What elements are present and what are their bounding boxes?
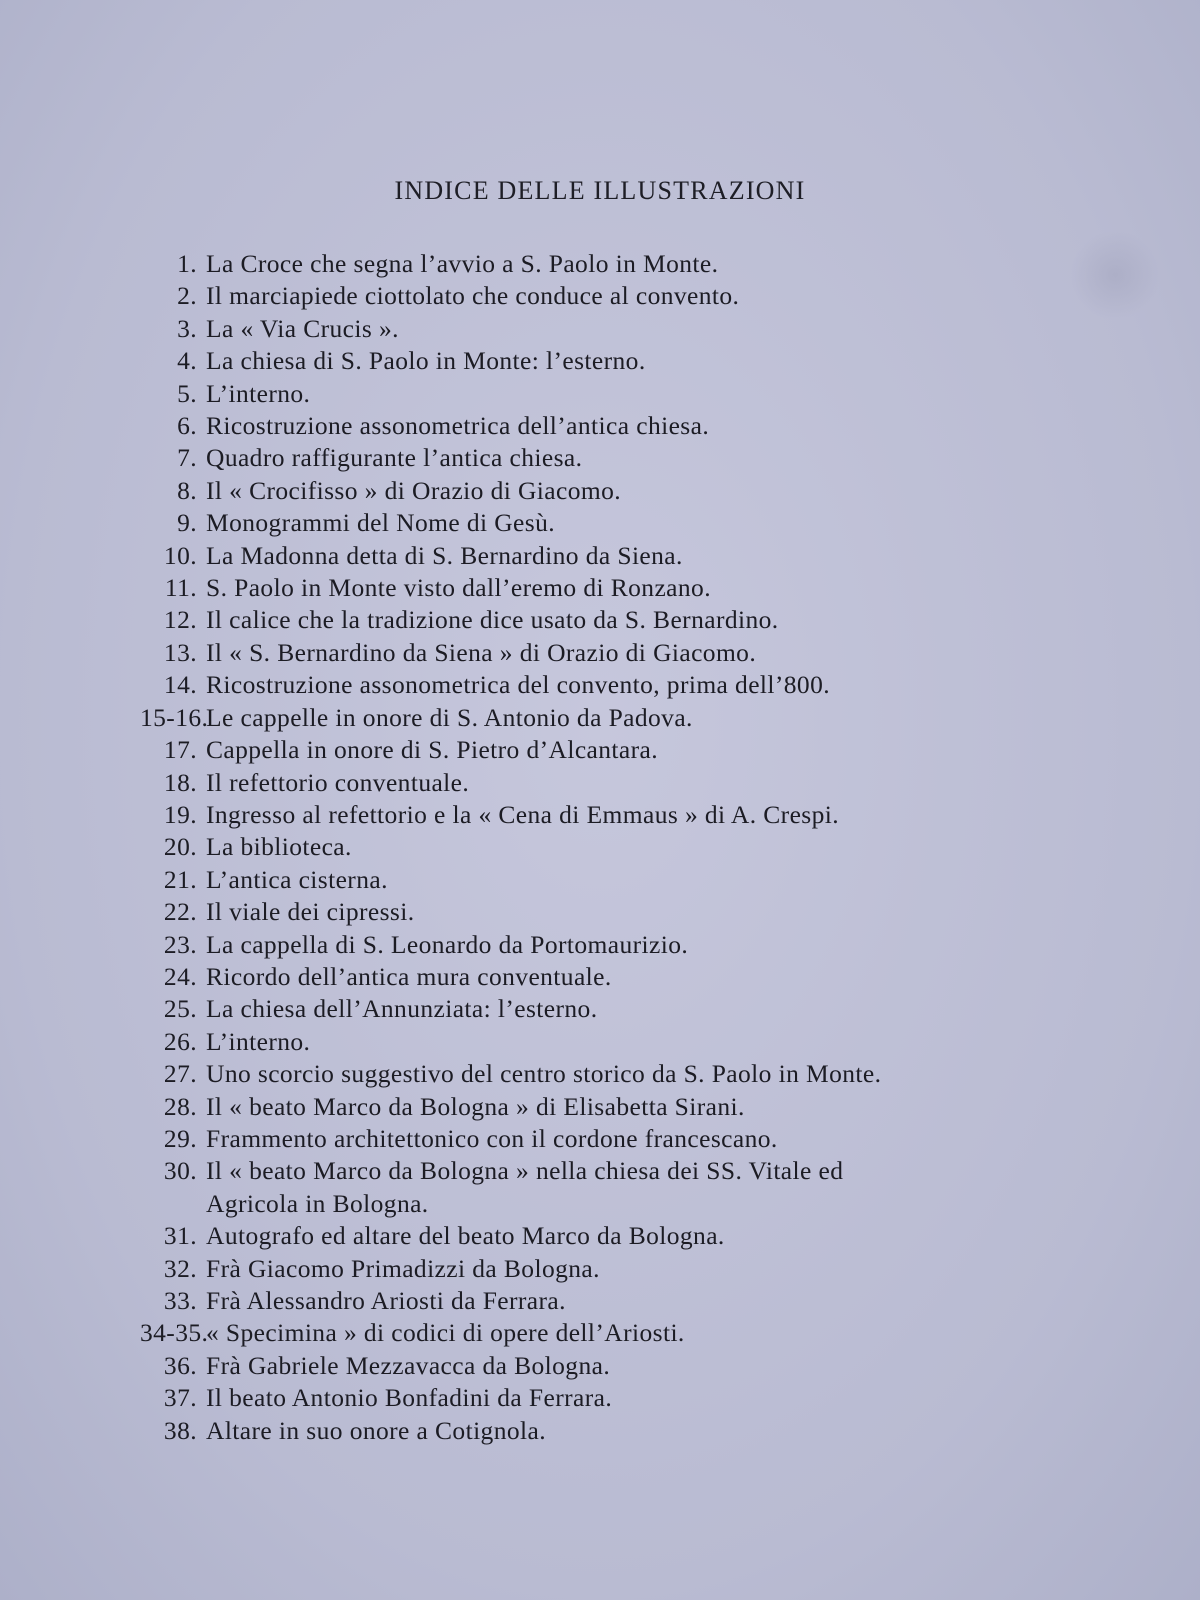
entry-caption [206,1253,1080,1285]
entry-caption [206,799,1080,831]
entry-caption [206,1058,1080,1090]
entry-caption-line: Ricostruzione assonometrica dell’antica chiesa. [206,411,710,441]
entry-number: 11. [164,573,197,603]
page-shadow [1070,230,1160,320]
index-entry [140,637,1080,669]
entry-caption-line: L’interno. [206,1026,311,1056]
entry-caption-line: Monogrammi del Nome di Gesù. [206,508,556,538]
entry-number: 30. [163,1156,197,1186]
entry-caption-line: Ricordo dell’antica mura conventuale. [206,961,612,991]
entry-caption [206,767,1080,799]
entry-caption [206,1026,1080,1058]
entry-caption-line: Frammento architettonico con il cordone francescano. [206,1123,778,1153]
entry-caption-line: La Croce che segna l’avvio a S. Paolo in Monte. [206,249,719,278]
index-entry [140,475,1080,507]
entry-caption-line: « Specimina » di codici di opere dell’Ariosti. [206,1318,685,1348]
entry-number: 17. [163,735,197,765]
index-entry [140,993,1080,1025]
entry-caption-line: Il « Crocifisso » di Orazio di Giacomo. [206,475,622,505]
entry-caption [206,410,1080,442]
entry-caption-line: Il calice che la tradizione dice usato da S. Bernardino. [206,605,779,635]
index-entry [140,1026,1080,1058]
entry-caption [206,540,1080,572]
entry-caption-line: Autografo ed altare del beato Marco da Bologna. [206,1221,725,1251]
entry-number: 13. [163,637,197,667]
index-entry [140,961,1080,993]
entry-caption [206,864,1080,896]
entry-caption [206,313,1080,345]
illustration-index-list [140,248,1080,1447]
entry-caption [206,572,1080,604]
index-entry [140,378,1080,410]
entry-caption-line: Il beato Antonio Bonfadini da Ferrara. [206,1383,613,1413]
entry-caption-line: Il « beato Marco da Bologna » di Elisabetta Sirani. [206,1091,745,1121]
entry-caption [206,929,1080,961]
index-entry [140,799,1080,831]
page-title: INDICE DELLE ILLUSTRAZIONI [394,176,806,205]
index-entry [140,1382,1080,1414]
index-entry [140,313,1080,345]
entry-number: 37. [163,1383,197,1413]
entry-caption [206,378,1080,410]
index-entry [140,572,1080,604]
index-entry [140,540,1080,572]
entry-caption [206,1382,1080,1414]
entry-caption [206,993,1080,1025]
index-entry [140,896,1080,928]
entry-number: 8. [177,475,197,505]
index-entry [140,1350,1080,1382]
entry-number: 28. [163,1091,197,1121]
entry-number: 1. [177,249,197,278]
entry-caption [206,1317,1080,1349]
entry-caption-line: La chiesa dell’Annunziata: l’esterno. [206,994,598,1024]
entry-number: 4. [177,346,197,376]
index-entry [140,442,1080,474]
entry-number: 36. [163,1350,197,1380]
index-entry [140,864,1080,896]
index-entry [140,702,1080,734]
entry-number: 9. [177,508,197,538]
index-entry [140,734,1080,766]
entry-caption [206,604,1080,636]
entry-caption-line: Il marciapiede ciottolato che conduce al convento. [206,281,740,311]
entry-number: 21. [163,864,197,894]
index-entry [140,1091,1080,1123]
entry-number: 10. [163,540,197,570]
entry-caption-line: Frà Giacomo Primadizzi da Bologna. [206,1253,600,1283]
entry-caption-line: Altare in suo onore a Cotignola. [206,1415,546,1445]
index-entry [140,929,1080,961]
entry-caption [206,475,1080,507]
entry-caption-line: Il refettorio conventuale. [206,767,470,797]
index-entry [140,507,1080,539]
index-entry [140,1058,1080,1090]
index-entry [140,1317,1080,1349]
entry-number: 29. [163,1123,197,1153]
entry-caption-line: L’interno. [206,378,311,408]
entry-caption-line: Ricostruzione assonometrica del convento, prima dell’800. [206,670,831,700]
entry-number: 3. [177,313,197,343]
entry-caption-line: Le cappelle in onore di S. Antonio da Padova. [206,702,693,732]
index-entry [140,767,1080,799]
entry-caption-line: La biblioteca. [206,832,352,862]
entry-caption [206,1350,1080,1382]
entry-caption-line: La chiesa di S. Paolo in Monte: l’esterno. [206,346,646,376]
entry-caption [206,961,1080,993]
entry-caption-line: Frà Gabriele Mezzavacca da Bologna. [206,1350,611,1380]
entry-caption-line: Ingresso al refettorio e la « Cena di Emmaus » di A. Crespi. [206,799,840,829]
entry-caption [206,345,1080,377]
entry-caption [206,1220,1080,1252]
index-entry [140,1220,1080,1252]
entry-number: 27. [163,1059,197,1089]
index-entry [140,248,1080,280]
entry-number: 38. [163,1415,197,1445]
entry-number: 26. [163,1026,197,1056]
entry-number: 7. [177,443,197,473]
entry-caption [206,896,1080,928]
entry-number: 15-16. [140,702,209,732]
entry-number: 2. [177,281,197,311]
entry-number: 32. [163,1253,197,1283]
entry-caption [206,1155,1080,1220]
entry-number: 20. [163,832,197,862]
entry-caption [206,442,1080,474]
entry-number: 31. [163,1221,197,1251]
entry-number: 12. [163,605,197,635]
entry-caption-line: La Madonna detta di S. Bernardino da Siena. [206,540,683,570]
index-entry [140,604,1080,636]
index-entry [140,280,1080,312]
entry-caption [206,248,1080,280]
entry-caption-line: La « Via Crucis ». [206,313,399,343]
entry-caption-line: La cappella di S. Leonardo da Portomaurizio. [206,929,689,959]
entry-caption [206,1285,1080,1317]
entry-caption [206,702,1080,734]
entry-caption-line: Il viale dei cipressi. [206,897,415,927]
entry-number: 14. [163,670,197,700]
entry-caption [206,1415,1080,1447]
entry-caption [206,669,1080,701]
index-entry [140,669,1080,701]
entry-caption-line: Agricola in Bologna. [206,1188,429,1218]
index-entry [140,345,1080,377]
entry-number: 22. [163,897,197,927]
entry-number: 5. [177,378,197,408]
entry-number: 19. [163,799,197,829]
entry-caption-line: Uno scorcio suggestivo del centro storico da S. Paolo in Monte. [206,1059,882,1089]
entry-number: 18. [163,767,197,797]
entry-caption-line: S. Paolo in Monte visto dall’eremo di Ronzano. [206,573,711,603]
entry-caption-line: Il « S. Bernardino da Siena » di Orazio di Giacomo. [206,637,757,667]
entry-number: 6. [177,411,197,441]
entry-caption-line: Cappella in onore di S. Pietro d’Alcantara. [206,735,658,765]
entry-caption [206,1123,1080,1155]
entry-caption-line: Il « beato Marco da Bologna » nella chiesa dei SS. Vitale ed [206,1156,844,1186]
entry-caption-line: Quadro raffigurante l’antica chiesa. [206,443,583,473]
entry-number: 33. [163,1286,197,1315]
index-entry [140,831,1080,863]
entry-caption [206,280,1080,312]
entry-caption [206,1091,1080,1123]
index-entry [140,1415,1080,1447]
index-entry [140,1285,1080,1317]
index-entry [140,1123,1080,1155]
index-entry [140,410,1080,442]
entry-caption [206,637,1080,669]
entry-number: 24. [163,961,197,991]
entry-caption-line: L’antica cisterna. [206,864,388,894]
entry-number: 25. [163,994,197,1024]
entry-number: 34-35. [140,1318,209,1348]
entry-number: 23. [163,929,197,959]
entry-caption [206,734,1080,766]
entry-caption [206,831,1080,863]
index-entry [140,1253,1080,1285]
index-entry [140,1155,1080,1220]
entry-caption [206,507,1080,539]
entry-caption-line: Frà Alessandro Ariosti da Ferrara. [206,1286,566,1315]
